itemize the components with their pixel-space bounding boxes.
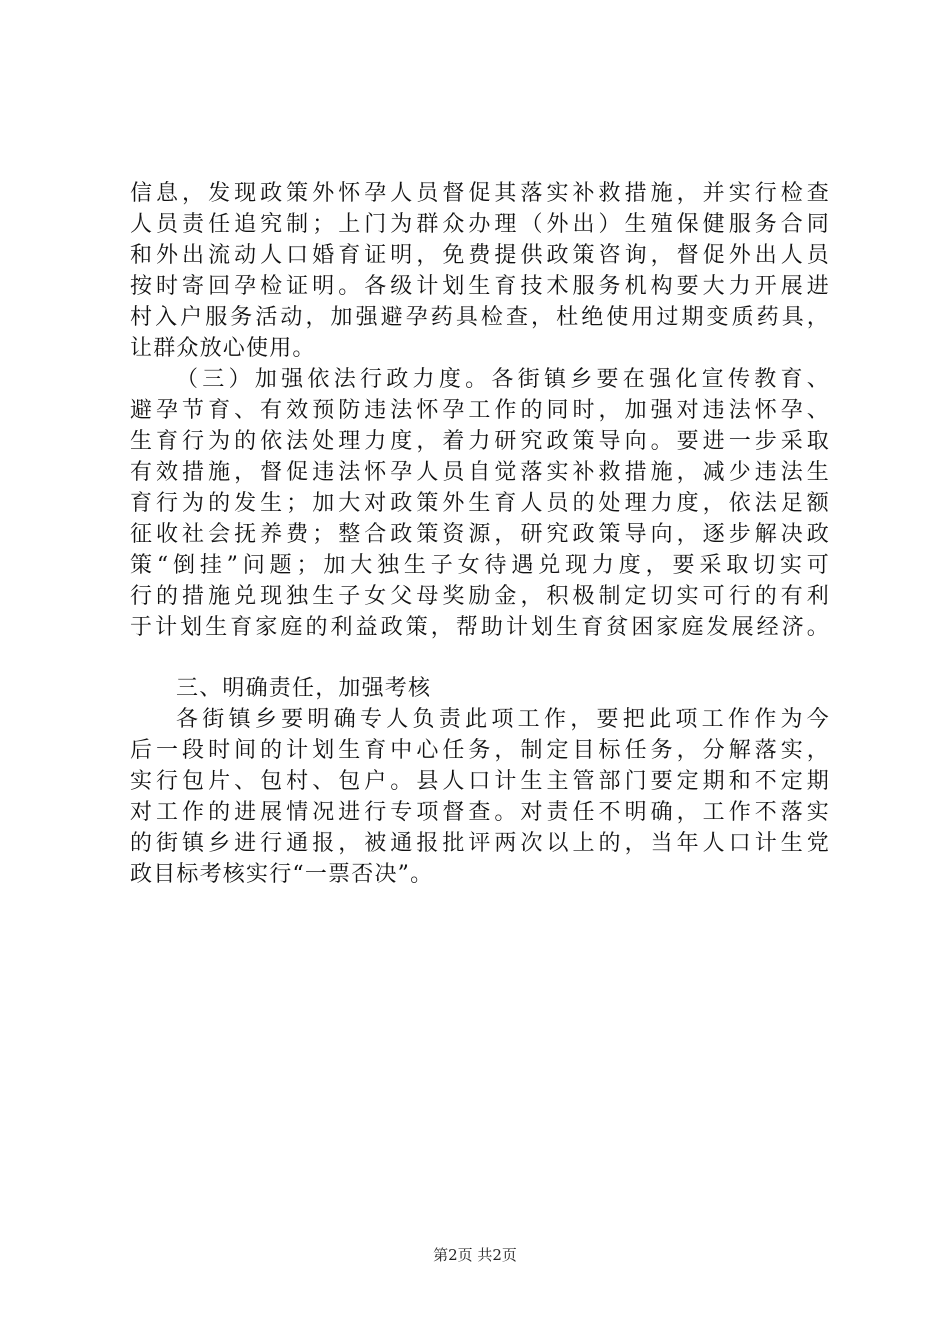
text-line: 各街镇乡要明确专人负责此项工作，要把此项工作作为今 [176,707,830,732]
text-line: 生育行为的依法处理力度，着力研究政策导向。要进一步采取 [130,429,830,454]
text-line: 行的措施兑现独生子女父母奖励金，积极制定切实可行的有利 [130,584,830,609]
text-line: 信息，发现政策外怀孕人员督促其落实补救措施，并实行检查 [130,181,830,206]
text-line: 征收社会抚养费；整合政策资源，研究政策导向，逐步解决政 [130,522,830,547]
page-number-footer: 第2页 共2页 [433,1246,517,1264]
text-line: 人员责任追究制；上门为群众办理（外出）生殖保健服务合同 [130,212,830,237]
text-line: 育行为的发生；加大对政策外生育人员的处理力度，依法足额 [130,491,830,516]
text-line: （三）加强依法行政力度。各街镇乡要在强化宣传教育、 [176,367,830,392]
text-line: 村入户服务活动，加强避孕药具检查，杜绝使用过期变质药具， [130,305,830,330]
text-line: 于计划生育家庭的利益政策，帮助计划生育贫困家庭发展经济。 [130,615,830,640]
text-line: 策“倒挂”问题；加大独生子女待遇兑现力度，要采取切实可 [130,553,830,578]
paragraph-3 [130,704,830,890]
document-body [130,178,830,890]
paragraph-spacer [130,643,830,673]
paragraph-2 [130,364,830,643]
paragraph-1 [130,178,830,364]
text-line: 政目标考核实行“一票否决”。 [130,862,434,887]
section-heading: 三、明确责任，加强考核 [176,676,432,701]
text-line: 对工作的进展情况进行专项督查。对责任不明确，工作不落实 [130,800,830,825]
text-line: 有效措施，督促违法怀孕人员自觉落实补救措施，减少违法生 [130,460,830,485]
text-line: 和外出流动人口婚育证明，免费提供政策咨询，督促外出人员 [130,243,830,268]
text-line: 让群众放心使用。 [130,336,316,361]
text-line: 的街镇乡进行通报，被通报批评两次以上的，当年人口计生党 [130,831,830,856]
text-line: 避孕节育、有效预防违法怀孕工作的同时，加强对违法怀孕、 [130,398,830,423]
text-line: 实行包片、包村、包户。县人口计生主管部门要定期和不定期 [130,769,830,794]
text-line: 后一段时间的计划生育中心任务，制定目标任务，分解落实， [130,738,830,763]
text-line: 按时寄回孕检证明。各级计划生育技术服务机构要大力开展进 [130,274,830,299]
